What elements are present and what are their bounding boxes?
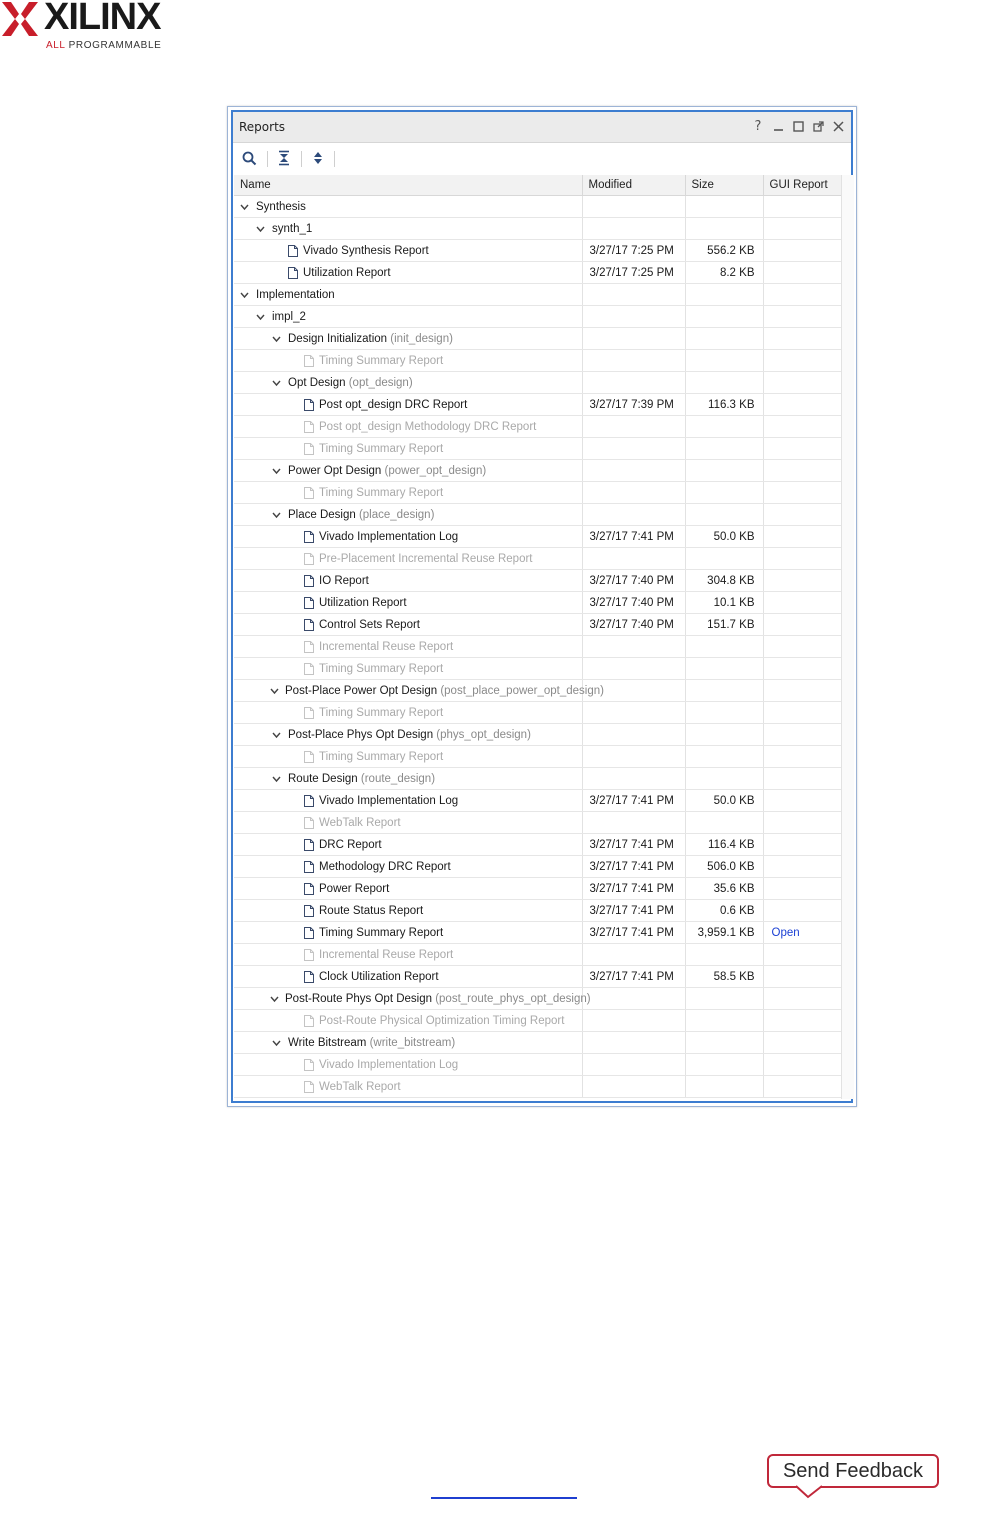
modified-cell — [582, 702, 685, 724]
size-cell: 3,959.1 KB — [685, 922, 763, 944]
row-label: Opt Design — [288, 376, 346, 389]
chevron-down-icon[interactable] — [270, 688, 279, 694]
size-cell — [685, 1032, 763, 1054]
report-row[interactable] — [234, 350, 841, 372]
size-cell — [685, 658, 763, 680]
open-gui-report-link[interactable]: Open — [771, 926, 800, 939]
report-file-icon — [304, 795, 314, 807]
report-file-icon — [304, 399, 314, 411]
row-label: Control Sets Report — [319, 618, 420, 631]
report-file-icon — [304, 1081, 314, 1093]
report-row[interactable] — [234, 1010, 841, 1032]
modified-cell — [582, 482, 685, 504]
row-label: Clock Utilization Report — [319, 970, 439, 983]
gui-report-cell — [763, 812, 841, 834]
row-label: Utilization Report — [303, 266, 391, 279]
gui-report-cell — [763, 790, 841, 812]
chevron-down-icon[interactable] — [238, 292, 250, 298]
row-label: Timing Summary Report — [319, 706, 444, 719]
report-file-icon — [304, 531, 314, 543]
report-row[interactable] — [234, 746, 841, 768]
chevron-down-icon[interactable] — [270, 380, 282, 386]
chevron-down-icon[interactable] — [270, 732, 282, 738]
row-label: Timing Summary Report — [319, 442, 444, 455]
report-file-icon — [304, 883, 314, 895]
modified-cell — [582, 1032, 685, 1054]
modified-cell: 3/27/17 7:41 PM — [582, 526, 685, 548]
report-file-icon — [304, 553, 314, 565]
modified-cell: 3/27/17 7:40 PM — [582, 570, 685, 592]
modified-cell: 3/27/17 7:41 PM — [582, 922, 685, 944]
gui-report-cell — [763, 284, 841, 306]
row-step-name: (route_design) — [357, 772, 436, 785]
row-step-name: (place_design) — [355, 508, 435, 521]
modified-cell — [582, 768, 685, 790]
report-file-icon — [304, 355, 314, 367]
modified-cell — [582, 504, 685, 526]
row-label: Methodology DRC Report — [319, 860, 451, 873]
column-header-name[interactable]: Name — [234, 175, 582, 196]
size-cell — [685, 504, 763, 526]
gui-report-cell — [763, 592, 841, 614]
chevron-down-icon[interactable] — [270, 512, 282, 518]
row-label: Design Initialization — [288, 332, 388, 345]
row-label: DRC Report — [319, 838, 382, 851]
gui-report-cell — [763, 548, 841, 570]
modified-cell — [582, 812, 685, 834]
chevron-down-icon[interactable] — [270, 776, 282, 782]
report-row[interactable] — [234, 966, 841, 988]
row-label: Timing Summary Report — [319, 486, 444, 499]
row-step-name: (power_opt_design) — [381, 464, 487, 477]
report-file-icon — [304, 905, 314, 917]
reports-tree-table — [234, 175, 841, 1098]
gui-report-cell — [763, 262, 841, 284]
tree-group-row[interactable] — [234, 988, 841, 1010]
size-cell: 58.5 KB — [685, 966, 763, 988]
report-file-icon — [304, 487, 314, 499]
gui-report-cell — [763, 438, 841, 460]
row-label: Synthesis — [256, 200, 306, 213]
modified-cell: 3/27/17 7:39 PM — [582, 394, 685, 416]
modified-cell — [582, 372, 685, 394]
size-cell — [685, 944, 763, 966]
modified-cell: 3/27/17 7:25 PM — [582, 262, 685, 284]
gui-report-cell — [763, 1076, 841, 1098]
row-label: Post-Place Phys Opt Design — [288, 728, 434, 741]
modified-cell: 3/27/17 7:40 PM — [582, 614, 685, 636]
report-file-icon — [304, 1059, 314, 1071]
footer-link[interactable] — [431, 1497, 577, 1499]
tree-group-row[interactable] — [234, 328, 841, 350]
row-label: Write Bitstream — [288, 1036, 367, 1049]
collapse-all-icon[interactable] — [274, 149, 294, 167]
report-row[interactable] — [234, 262, 841, 284]
gui-report-cell — [763, 570, 841, 592]
row-label: Timing Summary Report — [319, 662, 444, 675]
row-step-name: (phys_opt_design) — [433, 728, 531, 741]
gui-report-cell — [763, 922, 841, 944]
tree-group-row[interactable] — [234, 196, 841, 218]
gui-report-cell — [763, 900, 841, 922]
report-file-icon — [304, 641, 314, 653]
size-cell: 506.0 KB — [685, 856, 763, 878]
report-row[interactable] — [234, 526, 841, 548]
row-step-name: (init_design) — [387, 332, 453, 345]
tree-group-row[interactable] — [234, 460, 841, 482]
send-feedback-button[interactable]: Send Feedback — [767, 1454, 939, 1488]
chevron-down-icon[interactable] — [270, 1040, 282, 1046]
report-file-icon — [304, 861, 314, 873]
row-label: Post-Route Physical Optimization Timing Report — [319, 1014, 565, 1027]
row-label: WebTalk Report — [319, 816, 401, 829]
row-label: Timing Summary Report — [319, 750, 444, 763]
chevron-down-icon[interactable] — [270, 996, 279, 1002]
expand-all-icon[interactable] — [308, 149, 328, 167]
gui-report-cell — [763, 966, 841, 988]
gui-report-cell — [763, 328, 841, 350]
tree-group-row[interactable] — [234, 218, 841, 240]
reports-title-bar — [233, 112, 851, 143]
report-row[interactable] — [234, 834, 841, 856]
tree-group-row[interactable] — [234, 306, 841, 328]
size-cell: 304.8 KB — [685, 570, 763, 592]
size-cell — [685, 724, 763, 746]
tree-group-row[interactable] — [234, 724, 841, 746]
size-cell: 556.2 KB — [685, 240, 763, 262]
report-file-icon — [304, 817, 314, 829]
row-step-name: (write_bitstream) — [366, 1036, 456, 1049]
size-cell: 151.7 KB — [685, 614, 763, 636]
modified-cell — [582, 438, 685, 460]
gui-report-cell — [763, 350, 841, 372]
report-file-icon — [304, 421, 314, 433]
gui-report-cell — [763, 724, 841, 746]
row-label: Implementation — [256, 288, 335, 301]
modified-cell: 3/27/17 7:41 PM — [582, 834, 685, 856]
gui-report-cell — [763, 240, 841, 262]
size-cell — [685, 1054, 763, 1076]
row-label: IO Report — [319, 574, 369, 587]
modified-cell: 3/27/17 7:40 PM — [582, 592, 685, 614]
report-row[interactable] — [234, 482, 841, 504]
row-label: Vivado Synthesis Report — [303, 244, 429, 257]
report-file-icon — [304, 971, 314, 983]
size-cell — [685, 350, 763, 372]
gui-report-cell — [763, 614, 841, 636]
report-row[interactable] — [234, 812, 841, 834]
report-file-icon — [304, 949, 314, 961]
report-file-icon — [304, 575, 314, 587]
report-row[interactable] — [234, 240, 841, 262]
gui-report-cell — [763, 196, 841, 218]
report-file-icon — [304, 839, 314, 851]
row-label: Post-Route Phys Opt Design — [285, 992, 433, 1005]
report-row[interactable] — [234, 1054, 841, 1076]
modified-cell: 3/27/17 7:25 PM — [582, 240, 685, 262]
gui-report-cell — [763, 306, 841, 328]
report-row[interactable] — [234, 944, 841, 966]
chevron-down-icon[interactable] — [270, 468, 282, 474]
gui-report-cell — [763, 636, 841, 658]
report-file-icon — [304, 707, 314, 719]
size-cell — [685, 746, 763, 768]
row-label: impl_2 — [272, 310, 306, 323]
tree-group-row[interactable] — [234, 372, 841, 394]
tree-group-row[interactable] — [234, 504, 841, 526]
gui-report-cell — [763, 1010, 841, 1032]
float-icon[interactable] — [811, 118, 825, 134]
report-file-icon — [304, 1015, 314, 1027]
chevron-down-icon[interactable] — [238, 204, 250, 210]
size-cell — [685, 438, 763, 460]
report-row[interactable] — [234, 856, 841, 878]
size-cell — [685, 460, 763, 482]
gui-report-cell — [763, 1032, 841, 1054]
modified-cell — [582, 1076, 685, 1098]
row-step-name: (opt_design) — [345, 376, 413, 389]
size-cell — [685, 636, 763, 658]
row-label: Incremental Reuse Report — [319, 948, 454, 961]
tree-group-row[interactable] — [234, 768, 841, 790]
reports-title: Reports — [239, 120, 286, 134]
modified-cell: 3/27/17 7:41 PM — [582, 790, 685, 812]
row-label: synth_1 — [272, 222, 313, 235]
size-cell — [685, 284, 763, 306]
row-step-name: (post_place_power_opt_design) — [437, 684, 604, 697]
report-row[interactable] — [234, 878, 841, 900]
gui-report-cell — [763, 482, 841, 504]
help-icon[interactable]: ? — [754, 118, 762, 134]
gui-report-cell — [763, 746, 841, 768]
gui-report-cell — [763, 1054, 841, 1076]
gui-report-cell — [763, 944, 841, 966]
size-cell — [685, 988, 763, 1010]
size-cell — [685, 218, 763, 240]
gui-report-cell — [763, 702, 841, 724]
report-file-icon — [288, 245, 298, 257]
row-label: Post opt_design DRC Report — [319, 398, 468, 411]
size-cell: 8.2 KB — [685, 262, 763, 284]
report-file-icon — [304, 597, 314, 609]
size-cell — [685, 768, 763, 790]
report-row[interactable] — [234, 1076, 841, 1098]
gui-report-cell — [763, 526, 841, 548]
modified-cell — [582, 1010, 685, 1032]
modified-cell: 3/27/17 7:41 PM — [582, 900, 685, 922]
search-icon[interactable] — [239, 149, 259, 167]
row-label: Place Design — [288, 508, 356, 521]
chevron-down-icon[interactable] — [270, 336, 282, 342]
size-cell — [685, 702, 763, 724]
report-row[interactable] — [234, 548, 841, 570]
report-row[interactable] — [234, 614, 841, 636]
report-row[interactable] — [234, 570, 841, 592]
gui-report-cell — [763, 504, 841, 526]
modified-cell: 3/27/17 7:41 PM — [582, 966, 685, 988]
tree-group-row[interactable] — [234, 680, 841, 702]
report-row[interactable] — [234, 900, 841, 922]
modified-cell — [582, 746, 685, 768]
minimize-icon[interactable] — [771, 118, 785, 134]
report-row[interactable] — [234, 702, 841, 724]
close-icon[interactable] — [831, 118, 845, 134]
size-cell — [685, 306, 763, 328]
size-cell: 50.0 KB — [685, 526, 763, 548]
size-cell: 116.4 KB — [685, 834, 763, 856]
size-cell — [685, 482, 763, 504]
report-file-icon — [304, 927, 314, 939]
size-cell — [685, 548, 763, 570]
size-cell — [685, 812, 763, 834]
modified-cell — [582, 306, 685, 328]
row-label: Vivado Implementation Log — [319, 794, 459, 807]
size-cell — [685, 416, 763, 438]
modified-cell — [582, 350, 685, 372]
tree-group-row[interactable] — [234, 284, 841, 306]
row-label: Timing Summary Report — [319, 926, 444, 939]
chevron-down-icon[interactable] — [254, 314, 266, 320]
gui-report-cell — [763, 856, 841, 878]
size-cell: 0.6 KB — [685, 900, 763, 922]
gui-report-cell — [763, 680, 841, 702]
gui-report-cell — [763, 988, 841, 1010]
modified-cell — [582, 548, 685, 570]
gui-report-cell — [763, 416, 841, 438]
report-row[interactable] — [234, 636, 841, 658]
modified-cell — [582, 328, 685, 350]
modified-cell — [582, 724, 685, 746]
gui-report-cell — [763, 768, 841, 790]
size-cell — [685, 680, 763, 702]
modified-cell: 3/27/17 7:41 PM — [582, 878, 685, 900]
gui-report-cell — [763, 878, 841, 900]
report-row[interactable] — [234, 592, 841, 614]
gui-report-cell — [763, 460, 841, 482]
modified-cell — [582, 284, 685, 306]
size-cell: 35.6 KB — [685, 878, 763, 900]
row-label: Post opt_design Methodology DRC Report — [319, 420, 537, 433]
reports-window — [227, 106, 857, 1107]
row-label: Timing Summary Report — [319, 354, 444, 367]
row-label: Utilization Report — [319, 596, 407, 609]
report-row[interactable] — [234, 394, 841, 416]
size-cell — [685, 1010, 763, 1032]
column-header-gui-report[interactable]: GUI Report — [763, 175, 841, 196]
report-row[interactable] — [234, 790, 841, 812]
row-label: Route Status Report — [319, 904, 424, 917]
modified-cell — [582, 196, 685, 218]
size-cell — [685, 1076, 763, 1098]
row-label: Power Opt Design — [288, 464, 382, 477]
row-label: Route Design — [288, 772, 358, 785]
row-label: Vivado Implementation Log — [319, 530, 459, 543]
column-header-size[interactable]: Size — [685, 175, 763, 196]
report-row[interactable] — [234, 416, 841, 438]
size-cell: 10.1 KB — [685, 592, 763, 614]
tree-group-row[interactable] — [234, 1032, 841, 1054]
modified-cell — [582, 1054, 685, 1076]
row-label: Vivado Implementation Log — [319, 1058, 459, 1071]
modified-cell — [582, 218, 685, 240]
modified-cell — [582, 460, 685, 482]
gui-report-cell — [763, 658, 841, 680]
modified-cell — [582, 944, 685, 966]
modified-cell — [582, 416, 685, 438]
report-file-icon — [304, 751, 314, 763]
modified-cell — [582, 988, 685, 1010]
maximize-icon[interactable] — [791, 118, 805, 134]
report-file-icon — [304, 619, 314, 631]
row-label: Post-Place Power Opt Design — [285, 684, 438, 697]
xilinx-mark-icon — [2, 2, 38, 36]
brand-wordmark: XILINX — [44, 0, 161, 38]
column-header-modified[interactable]: Modified — [582, 175, 685, 196]
vertical-scrollbar[interactable] — [841, 175, 854, 1099]
feedback-tail-icon — [796, 1485, 826, 1499]
size-cell: 50.0 KB — [685, 790, 763, 812]
size-cell — [685, 372, 763, 394]
gui-report-cell — [763, 394, 841, 416]
row-label: WebTalk Report — [319, 1080, 401, 1093]
reports-toolbar — [233, 143, 851, 173]
row-label: Incremental Reuse Report — [319, 640, 454, 653]
report-row[interactable] — [234, 922, 841, 944]
gui-report-cell — [763, 372, 841, 394]
modified-cell — [582, 636, 685, 658]
xilinx-logo — [0, 0, 180, 60]
row-step-name: (post_route_phys_opt_design) — [432, 992, 591, 1005]
report-file-icon — [304, 663, 314, 675]
brand-tagline: ALL PROGRAMMABLE — [46, 40, 162, 51]
report-file-icon — [304, 443, 314, 455]
gui-report-cell — [763, 834, 841, 856]
modified-cell — [582, 658, 685, 680]
gui-report-cell — [763, 218, 841, 240]
size-cell — [685, 328, 763, 350]
report-row[interactable] — [234, 438, 841, 460]
report-row[interactable] — [234, 658, 841, 680]
report-file-icon — [288, 267, 298, 279]
size-cell: 116.3 KB — [685, 394, 763, 416]
modified-cell: 3/27/17 7:41 PM — [582, 856, 685, 878]
row-label: Pre-Placement Incremental Reuse Report — [319, 552, 533, 565]
size-cell — [685, 196, 763, 218]
row-label: Power Report — [319, 882, 390, 895]
chevron-down-icon[interactable] — [254, 226, 266, 232]
